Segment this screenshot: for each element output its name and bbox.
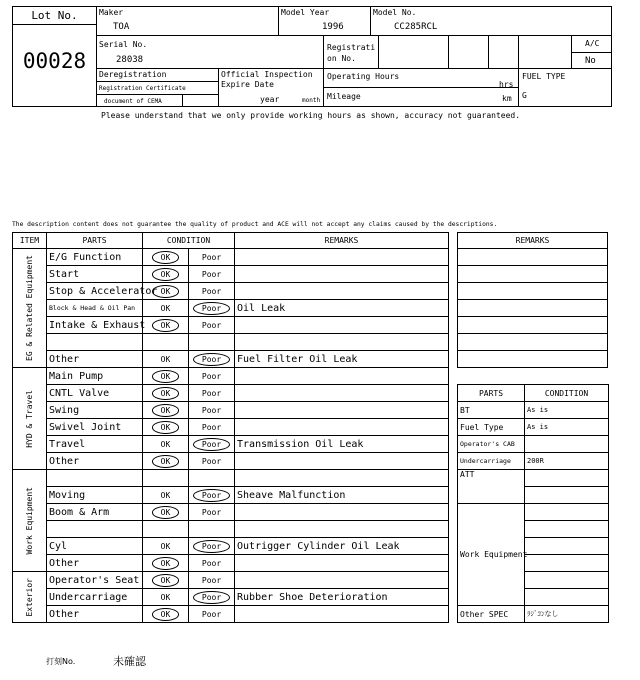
side-row — [458, 419, 609, 436]
part-name: Moving — [47, 487, 143, 504]
ok-cell — [143, 368, 189, 385]
ok-option: OK — [160, 303, 171, 313]
side-condition — [525, 470, 609, 487]
col-item: ITEM — [13, 233, 47, 249]
operating-hours-label: Operating Hours — [327, 72, 400, 81]
poor-option: Poor — [193, 302, 230, 315]
group-label: EG & Related Equipment — [25, 255, 34, 361]
stamp-value: 未確認 — [113, 655, 146, 668]
ok-option: OK — [152, 455, 180, 468]
poor-option: Poor — [201, 320, 222, 330]
poor-cell — [189, 351, 235, 368]
ok-cell — [143, 419, 189, 436]
table-row — [13, 453, 449, 470]
part-name: CNTL Valve — [47, 385, 143, 402]
poor-option: Poor — [201, 252, 222, 262]
col-condition: CONDITION — [143, 233, 235, 249]
remark — [235, 334, 449, 351]
part-name: Cyl — [47, 538, 143, 555]
col-parts: PARTS — [47, 233, 143, 249]
lot-label: Lot No. — [13, 7, 96, 25]
poor-option: Poor — [193, 540, 230, 553]
ok-cell — [143, 589, 189, 606]
remark — [235, 283, 449, 300]
side-part: Undercarriage — [458, 453, 525, 470]
part-name — [47, 470, 143, 487]
poor-cell — [189, 249, 235, 266]
part-name: Swivel Joint — [47, 419, 143, 436]
poor-option: Poor — [201, 507, 222, 517]
side-row — [458, 436, 609, 453]
other-spec-label: Other SPEC — [458, 606, 525, 623]
ok-cell — [143, 606, 189, 623]
group-label: Work Equipment — [25, 486, 34, 555]
side-condition — [525, 538, 609, 555]
part-name — [47, 334, 143, 351]
poor-cell — [189, 385, 235, 402]
part-name: Intake & Exhaust — [47, 317, 143, 334]
ok-cell — [143, 334, 189, 351]
ok-cell — [143, 487, 189, 504]
ok-cell — [143, 249, 189, 266]
side-condition: 200R — [525, 453, 609, 470]
lot-number: 00028 — [22, 49, 87, 73]
stamp-label: 打刻No. — [46, 657, 76, 666]
part-name: Main Pump — [47, 368, 143, 385]
ok-option: OK — [152, 557, 180, 570]
remark — [235, 266, 449, 283]
table-row — [13, 385, 449, 402]
table-row — [13, 555, 449, 572]
ok-cell — [143, 266, 189, 283]
registration-label: Registrati on No. — [327, 43, 376, 63]
poor-cell — [189, 334, 235, 351]
poor-option: Poor — [201, 456, 222, 466]
work-equipment-label — [458, 504, 528, 606]
km-unit: km — [502, 94, 512, 103]
table-row — [13, 249, 449, 266]
poor-cell — [189, 572, 235, 589]
side-row — [458, 470, 609, 487]
ok-cell — [143, 402, 189, 419]
ok-cell — [143, 351, 189, 368]
table-row — [13, 283, 449, 300]
inspection-year: year — [260, 95, 280, 104]
remark — [235, 419, 449, 436]
table-row — [13, 521, 449, 538]
poor-cell — [189, 419, 235, 436]
poor-option: Poor — [201, 269, 222, 279]
poor-cell — [189, 504, 235, 521]
part-name: Swing — [47, 402, 143, 419]
table-row — [13, 436, 449, 453]
ok-cell — [143, 317, 189, 334]
remark — [235, 249, 449, 266]
ok-option: OK — [152, 574, 180, 587]
poor-cell — [189, 300, 235, 317]
table-row — [13, 317, 449, 334]
disclaimer: The description content does not guarantee the quality of product and ACE will not accept any claims caused by the descriptions. — [12, 221, 498, 228]
hrs-unit: hrs — [499, 80, 514, 89]
ok-cell — [143, 436, 189, 453]
part-name: Stop & Accelerator — [47, 283, 143, 300]
side-part: BT — [458, 402, 525, 419]
ok-option: OK — [152, 285, 180, 298]
ok-option: OK — [160, 541, 171, 551]
part-name: E/G Function — [47, 249, 143, 266]
ok-option: OK — [160, 354, 171, 364]
serial-label: Serial No. — [99, 40, 148, 49]
table-row — [13, 572, 449, 589]
ok-option: OK — [160, 439, 171, 449]
side-row — [458, 504, 609, 521]
maker-value: TOA — [113, 22, 130, 32]
ok-option: OK — [152, 421, 180, 434]
poor-cell — [189, 606, 235, 623]
table-row — [13, 487, 449, 504]
ok-option: OK — [152, 608, 180, 621]
side-condition: As is — [525, 419, 609, 436]
remark — [235, 368, 449, 385]
ok-option: OK — [160, 490, 171, 500]
ok-option: OK — [152, 251, 180, 264]
side-condition — [525, 504, 609, 521]
ok-cell — [143, 538, 189, 555]
ok-option: OK — [152, 506, 180, 519]
inspection-table — [12, 232, 449, 623]
side-condition — [525, 436, 609, 453]
side-condition — [525, 555, 609, 572]
part-name: Operator's Seat — [47, 572, 143, 589]
table-row — [13, 300, 449, 317]
remark: Rubber Shoe Deterioration — [235, 589, 449, 606]
registration-certificate-label: Registration Certificate — [99, 85, 186, 92]
table-row — [13, 606, 449, 623]
side-condition — [525, 521, 609, 538]
poor-cell — [189, 402, 235, 419]
lot-box — [12, 6, 97, 107]
table-row — [13, 266, 449, 283]
table-row — [13, 402, 449, 419]
hours-note: Please understand that we only provide working hours as shown, accuracy not guaranteed. — [101, 111, 521, 120]
table-row — [13, 504, 449, 521]
poor-cell — [189, 538, 235, 555]
side-col-condition: CONDITION — [525, 385, 609, 402]
side-row — [458, 606, 609, 623]
group-label: Exterior — [25, 577, 34, 617]
part-name: Travel — [47, 436, 143, 453]
remark: Oil Leak — [235, 300, 449, 317]
part-name: Other — [47, 453, 143, 470]
poor-cell — [189, 368, 235, 385]
side-parts-table — [457, 384, 609, 623]
part-name: Other — [47, 606, 143, 623]
ok-option: OK — [152, 370, 180, 383]
side-condition — [525, 572, 609, 589]
side-part: Operator's CAB — [458, 436, 525, 453]
ac-label: A/C — [585, 39, 600, 48]
deregistration-label: Deregistration — [99, 70, 167, 79]
ok-option: OK — [152, 404, 180, 417]
poor-option: Poor — [201, 575, 222, 585]
poor-cell — [189, 589, 235, 606]
table-row — [13, 589, 449, 606]
remark — [235, 606, 449, 623]
remark — [235, 453, 449, 470]
ok-option: OK — [152, 268, 180, 281]
table-row — [13, 368, 449, 385]
part-name: Boom & Arm — [47, 504, 143, 521]
group-label: HYD & Travel — [25, 389, 34, 448]
ok-cell — [143, 385, 189, 402]
remark — [235, 470, 449, 487]
side-part: Fuel Type — [458, 419, 525, 436]
poor-option: Poor — [193, 591, 230, 604]
right-remarks-header: REMARKS — [458, 233, 608, 249]
serial-value: 28038 — [116, 55, 144, 65]
poor-option: Poor — [193, 353, 230, 366]
table-row — [13, 334, 449, 351]
ok-option: OK — [152, 319, 180, 332]
inspection-label: Official Inspection Expire Date — [221, 70, 313, 89]
table-row — [13, 470, 449, 487]
remark — [235, 572, 449, 589]
side-row — [458, 402, 609, 419]
remark — [235, 402, 449, 419]
poor-option: Poor — [201, 422, 222, 432]
ok-cell — [143, 572, 189, 589]
remark — [235, 385, 449, 402]
maker-label: Maker — [99, 8, 124, 17]
mileage-label: Mileage — [327, 92, 361, 101]
remark: Fuel Filter Oil Leak — [235, 351, 449, 368]
fuel-type-label: FUEL TYPE — [522, 72, 566, 81]
side-col-parts: PARTS — [458, 385, 525, 402]
remark — [235, 504, 449, 521]
ok-cell — [143, 300, 189, 317]
remark: Transmission Oil Leak — [235, 436, 449, 453]
poor-option: Poor — [201, 286, 222, 296]
poor-option: Poor — [201, 405, 222, 415]
side-condition — [525, 487, 609, 504]
ok-cell — [143, 555, 189, 572]
other-spec-value: ﾗｼﾞｺﾝなし — [525, 606, 609, 623]
model-label: Model No. — [373, 8, 417, 17]
remark: Sheave Malfunction — [235, 487, 449, 504]
att-label — [458, 470, 525, 504]
part-name: Undercarriage — [47, 589, 143, 606]
part-name: Other — [47, 555, 143, 572]
ac-value: No — [585, 56, 596, 66]
cema-document-label: document of CEMA — [104, 98, 162, 105]
remark — [235, 317, 449, 334]
part-name: Block & Head & Oil Pan — [47, 300, 143, 317]
poor-option: Poor — [201, 371, 222, 381]
poor-cell — [189, 453, 235, 470]
col-remarks: REMARKS — [235, 233, 449, 249]
ok-option: OK — [160, 592, 171, 602]
side-row — [458, 453, 609, 470]
poor-cell — [189, 283, 235, 300]
part-name: Start — [47, 266, 143, 283]
poor-cell — [189, 487, 235, 504]
table-row — [13, 419, 449, 436]
att-label-text: ATT — [460, 470, 475, 479]
ok-cell — [143, 504, 189, 521]
ok-cell — [143, 470, 189, 487]
poor-cell — [189, 436, 235, 453]
poor-cell — [189, 470, 235, 487]
poor-option: Poor — [201, 558, 222, 568]
remarks-table — [457, 232, 608, 368]
inspection-month: month — [302, 97, 321, 104]
poor-cell — [189, 521, 235, 538]
part-name — [47, 521, 143, 538]
table-row — [13, 538, 449, 555]
year-value: 1996 — [322, 22, 344, 32]
ok-option: OK — [152, 387, 180, 400]
table-row — [13, 351, 449, 368]
poor-cell — [189, 266, 235, 283]
side-condition: As is — [525, 402, 609, 419]
part-name: Other — [47, 351, 143, 368]
side-condition — [525, 589, 609, 606]
year-label: Model Year — [281, 8, 330, 17]
remark: Outrigger Cylinder Oil Leak — [235, 538, 449, 555]
poor-option: Poor — [193, 438, 230, 451]
poor-cell — [189, 317, 235, 334]
poor-option: Poor — [201, 609, 222, 619]
poor-cell — [189, 555, 235, 572]
poor-option: Poor — [201, 388, 222, 398]
remark — [235, 555, 449, 572]
work-equipment-label-text: Work Equipment — [460, 550, 528, 559]
model-value: CC285RCL — [394, 22, 438, 32]
remark — [235, 521, 449, 538]
ok-cell — [143, 521, 189, 538]
fuel-type-value: G — [522, 91, 527, 100]
poor-option: Poor — [193, 489, 230, 502]
ok-cell — [143, 453, 189, 470]
